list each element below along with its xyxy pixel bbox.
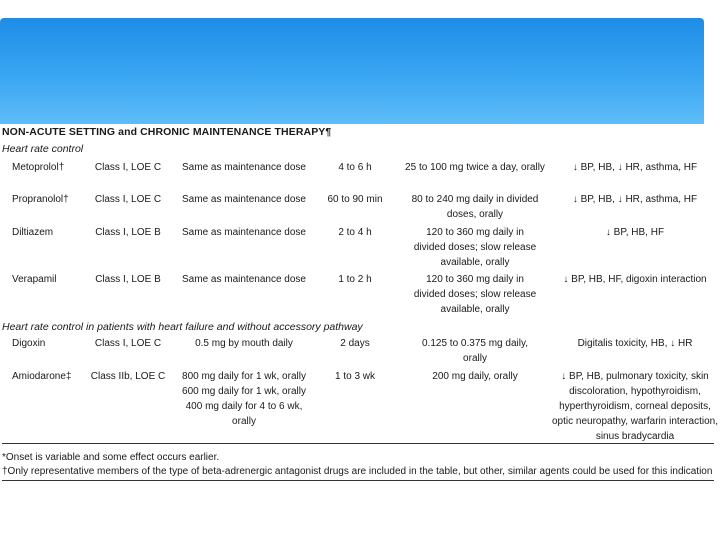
onset: 2 days (340, 338, 370, 349)
drug-name: Digoxin (12, 338, 46, 349)
group-heading: Heart rate control (2, 143, 84, 155)
maintenance-dose: 120 to 360 mg daily in divided doses; slow release available, orally (413, 227, 537, 268)
adverse-effects: ↓ BP, HB, HF (605, 227, 665, 238)
onset: 1 to 3 wk (334, 371, 376, 382)
drug-name: Propranolol† (12, 194, 69, 205)
slide-title-banner (0, 18, 704, 124)
initial-dose: Same as maintenance dose (182, 194, 306, 205)
class-loe: Class I, LOE B (95, 274, 161, 285)
drug-name: Verapamil (12, 274, 57, 285)
class-loe: Class I, LOE C (94, 162, 162, 173)
maintenance-dose: 0.125 to 0.375 mg daily, orally (422, 338, 528, 364)
adverse-effects: ↓ BP, HB, ↓ HR, asthma, HF (572, 162, 698, 173)
table-bottom-rule (2, 443, 714, 444)
class-loe: Class I, LOE C (94, 194, 162, 205)
initial-dose: Same as maintenance dose (182, 162, 306, 173)
maintenance-dose: 120 to 360 mg daily in divided doses; slow release available, orally (413, 274, 537, 315)
adverse-effects: ↓ BP, HB, HF, digoxin interaction (563, 274, 707, 285)
onset: 1 to 2 h (338, 274, 372, 285)
adverse-effects: ↓ BP, HB, ↓ HR, asthma, HF (572, 194, 698, 205)
group-heading: Heart rate control in patients with heart failure and without accessory pathway (2, 321, 363, 333)
drug-name: Metoprolol† (12, 162, 65, 173)
footnote-representative: †Only representative members of the type of beta-adrenergic antagonist drugs are included in the table, but other, similar agents could be used for this indication (2, 466, 713, 477)
class-loe: Class I, LOE C (94, 338, 162, 349)
initial-dose: Same as maintenance dose (182, 274, 306, 285)
onset: 4 to 6 h (338, 162, 372, 173)
footnote-rule (2, 480, 714, 481)
class-loe: Class IIb, LOE C (90, 371, 166, 382)
initial-dose: Same as maintenance dose (182, 227, 306, 238)
footnote-onset: *Onset is variable and some effect occurs earlier. (2, 452, 220, 463)
class-loe: Class I, LOE B (95, 227, 161, 238)
adverse-effects: ↓ BP, HB, pulmonary toxicity, skin discoloration, hypothyroidism, hyperthyroidism, corneal deposits, optic neuropathy, warfarin interaction, sinus bradycardia (552, 371, 719, 442)
drug-name: Amiodarone‡ (12, 371, 72, 382)
maintenance-dose: 25 to 100 mg twice a day, orally (405, 162, 545, 173)
initial-dose: 0.5 mg by mouth daily (195, 338, 293, 349)
maintenance-dose: 80 to 240 mg daily in divided doses, orally (411, 194, 539, 220)
drug-name: Diltiazem (12, 227, 54, 238)
initial-dose: 800 mg daily for 1 wk, orally 600 mg daily for 1 wk, orally 400 mg daily for 4 to 6 wk, orally (182, 371, 306, 427)
section-title: NON-ACUTE SETTING and CHRONIC MAINTENANCE THERAPY¶ (2, 126, 332, 138)
onset: 60 to 90 min (327, 194, 383, 205)
maintenance-dose: 200 mg daily, orally (432, 371, 518, 382)
adverse-effects: Digitalis toxicity, HB, ↓ HR (577, 338, 693, 349)
onset: 2 to 4 h (338, 227, 372, 238)
